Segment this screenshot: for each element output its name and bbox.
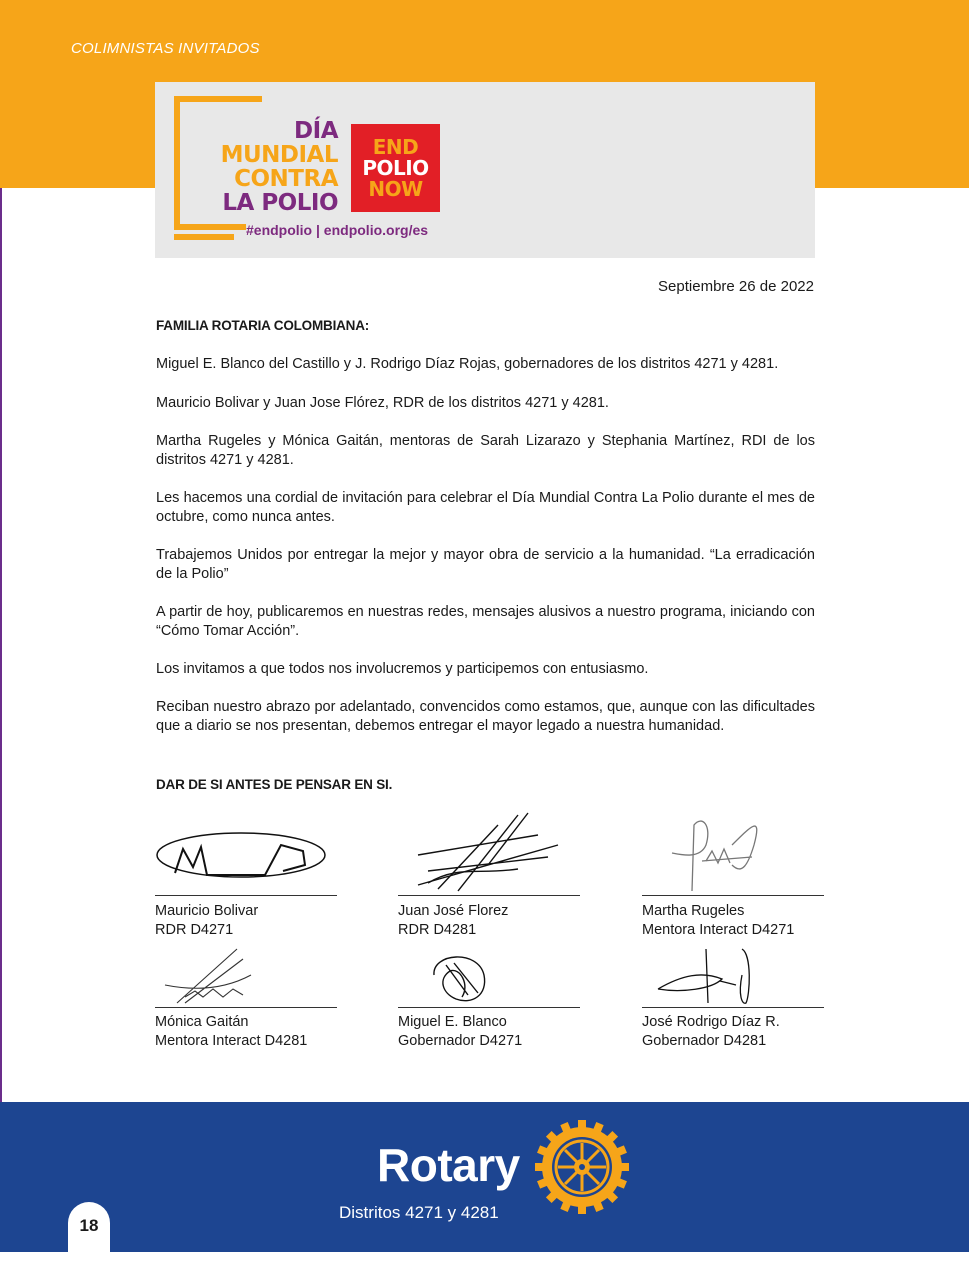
- handwritten-signature: [398, 945, 580, 1007]
- end-polio-now-logo: [351, 124, 440, 212]
- page-number-tab: [68, 1202, 110, 1262]
- signer-role: Mentora Interact D4281: [155, 1033, 308, 1049]
- signature-block: [155, 945, 337, 1055]
- letter-paragraph: Reciban nuestro abrazo por adelantado, convencidos como estamos, que, aunque con las dificultades que a diario se nos presentan, debemos entregar el mayor legado a nuestra humanidad.: [156, 699, 815, 734]
- letter-paragraph: Mauricio Bolivar y Juan Jose Flórez, RDR de los distritos 4271 y 4281.: [156, 395, 609, 411]
- signer-name: José Rodrigo Díaz R.: [642, 1014, 780, 1030]
- logo-line: NOW: [368, 176, 423, 201]
- handwritten-signature: [155, 945, 337, 1007]
- signature-line: [155, 895, 337, 896]
- signature-line: [155, 1007, 337, 1008]
- signer-role: RDR D4271: [155, 922, 234, 938]
- rotary-wordmark: Rotary: [377, 1139, 520, 1191]
- letter-paragraph: A partir de hoy, publicaremos en nuestras redes, mensajes alusivos a nuestro programa, iniciando con “Cómo Tomar Acción”.: [156, 604, 815, 639]
- letter-paragraph: Martha Rugeles y Mónica Gaitán, mentoras de Sarah Lizarazo y Stephania Martínez, RDI de los distritos 4271 y 4281.: [156, 433, 815, 468]
- polio-day-banner: [155, 82, 815, 258]
- signer-name: Miguel E. Blanco: [398, 1014, 507, 1030]
- signer-name: Juan José Florez: [398, 903, 509, 919]
- banner-title-line: LA POLIO: [222, 190, 338, 216]
- signature-block: [398, 945, 580, 1055]
- banner-title-line: DÍA: [294, 118, 338, 144]
- letter-salutation: FAMILIA ROTARIA COLOMBIANA:: [156, 318, 370, 333]
- signature-line: [642, 895, 824, 896]
- signer-name: Mauricio Bolivar: [155, 903, 259, 919]
- handwritten-signature: [155, 805, 337, 895]
- letter-paragraph: Les hacemos una cordial de invitación para celebrar el Día Mundial Contra La Polio durante el mes de octubre, como nunca antes.: [156, 490, 815, 525]
- signature-block: [642, 805, 824, 945]
- logo-line: POLIO: [362, 155, 429, 180]
- banner-title-line: CONTRA: [234, 166, 338, 192]
- banner-hashtag: #endpolio | endpolio.org/es: [246, 222, 429, 238]
- banner-title-line: MUNDIAL: [220, 142, 338, 168]
- letter-paragraph: Los invitamos a que todos nos involucremos y participemos con entusiasmo.: [156, 661, 649, 677]
- signature-block: [155, 805, 337, 945]
- signer-role: Gobernador D4281: [642, 1033, 767, 1049]
- footer-band: [0, 1102, 969, 1252]
- handwritten-signature: [642, 945, 824, 1007]
- letter-date: Septiembre 26 de 2022: [658, 278, 814, 295]
- signer-name: Martha Rugeles: [642, 903, 745, 919]
- signature-line: [642, 1007, 824, 1008]
- signer-role: Mentora Interact D4271: [642, 922, 795, 938]
- letter-motto: DAR DE SI ANTES DE PENSAR EN SI.: [156, 777, 393, 792]
- districts-label: Distritos 4271 y 4281: [339, 1203, 499, 1222]
- section-label: COLIMNISTAS INVITADOS: [71, 40, 260, 57]
- page-number: 18: [79, 1216, 99, 1235]
- signature-block: [642, 945, 824, 1055]
- handwritten-signature: [642, 805, 824, 895]
- signature-line: [398, 895, 580, 896]
- letter-paragraph: Miguel E. Blanco del Castillo y J. Rodrigo Díaz Rojas, gobernadores de los distritos 4271 y 4281.: [156, 356, 779, 372]
- rotary-wheel-icon: [533, 1118, 631, 1216]
- signer-name: Mónica Gaitán: [155, 1014, 249, 1030]
- banner-bracket-top: [174, 96, 262, 102]
- signer-role: RDR D4281: [398, 922, 477, 938]
- logo-line: END: [372, 134, 419, 159]
- letter-paragraph: Trabajemos Unidos por entregar la mejor y mayor obra de servicio a la humanidad. “La erradicación de la Polio”: [156, 547, 815, 582]
- signature-block: [398, 805, 580, 945]
- side-divider: [0, 188, 2, 1102]
- banner-bracket-bottom: [174, 234, 234, 240]
- handwritten-signature: [398, 805, 580, 895]
- signer-role: Gobernador D4271: [398, 1033, 523, 1049]
- signature-line: [398, 1007, 580, 1008]
